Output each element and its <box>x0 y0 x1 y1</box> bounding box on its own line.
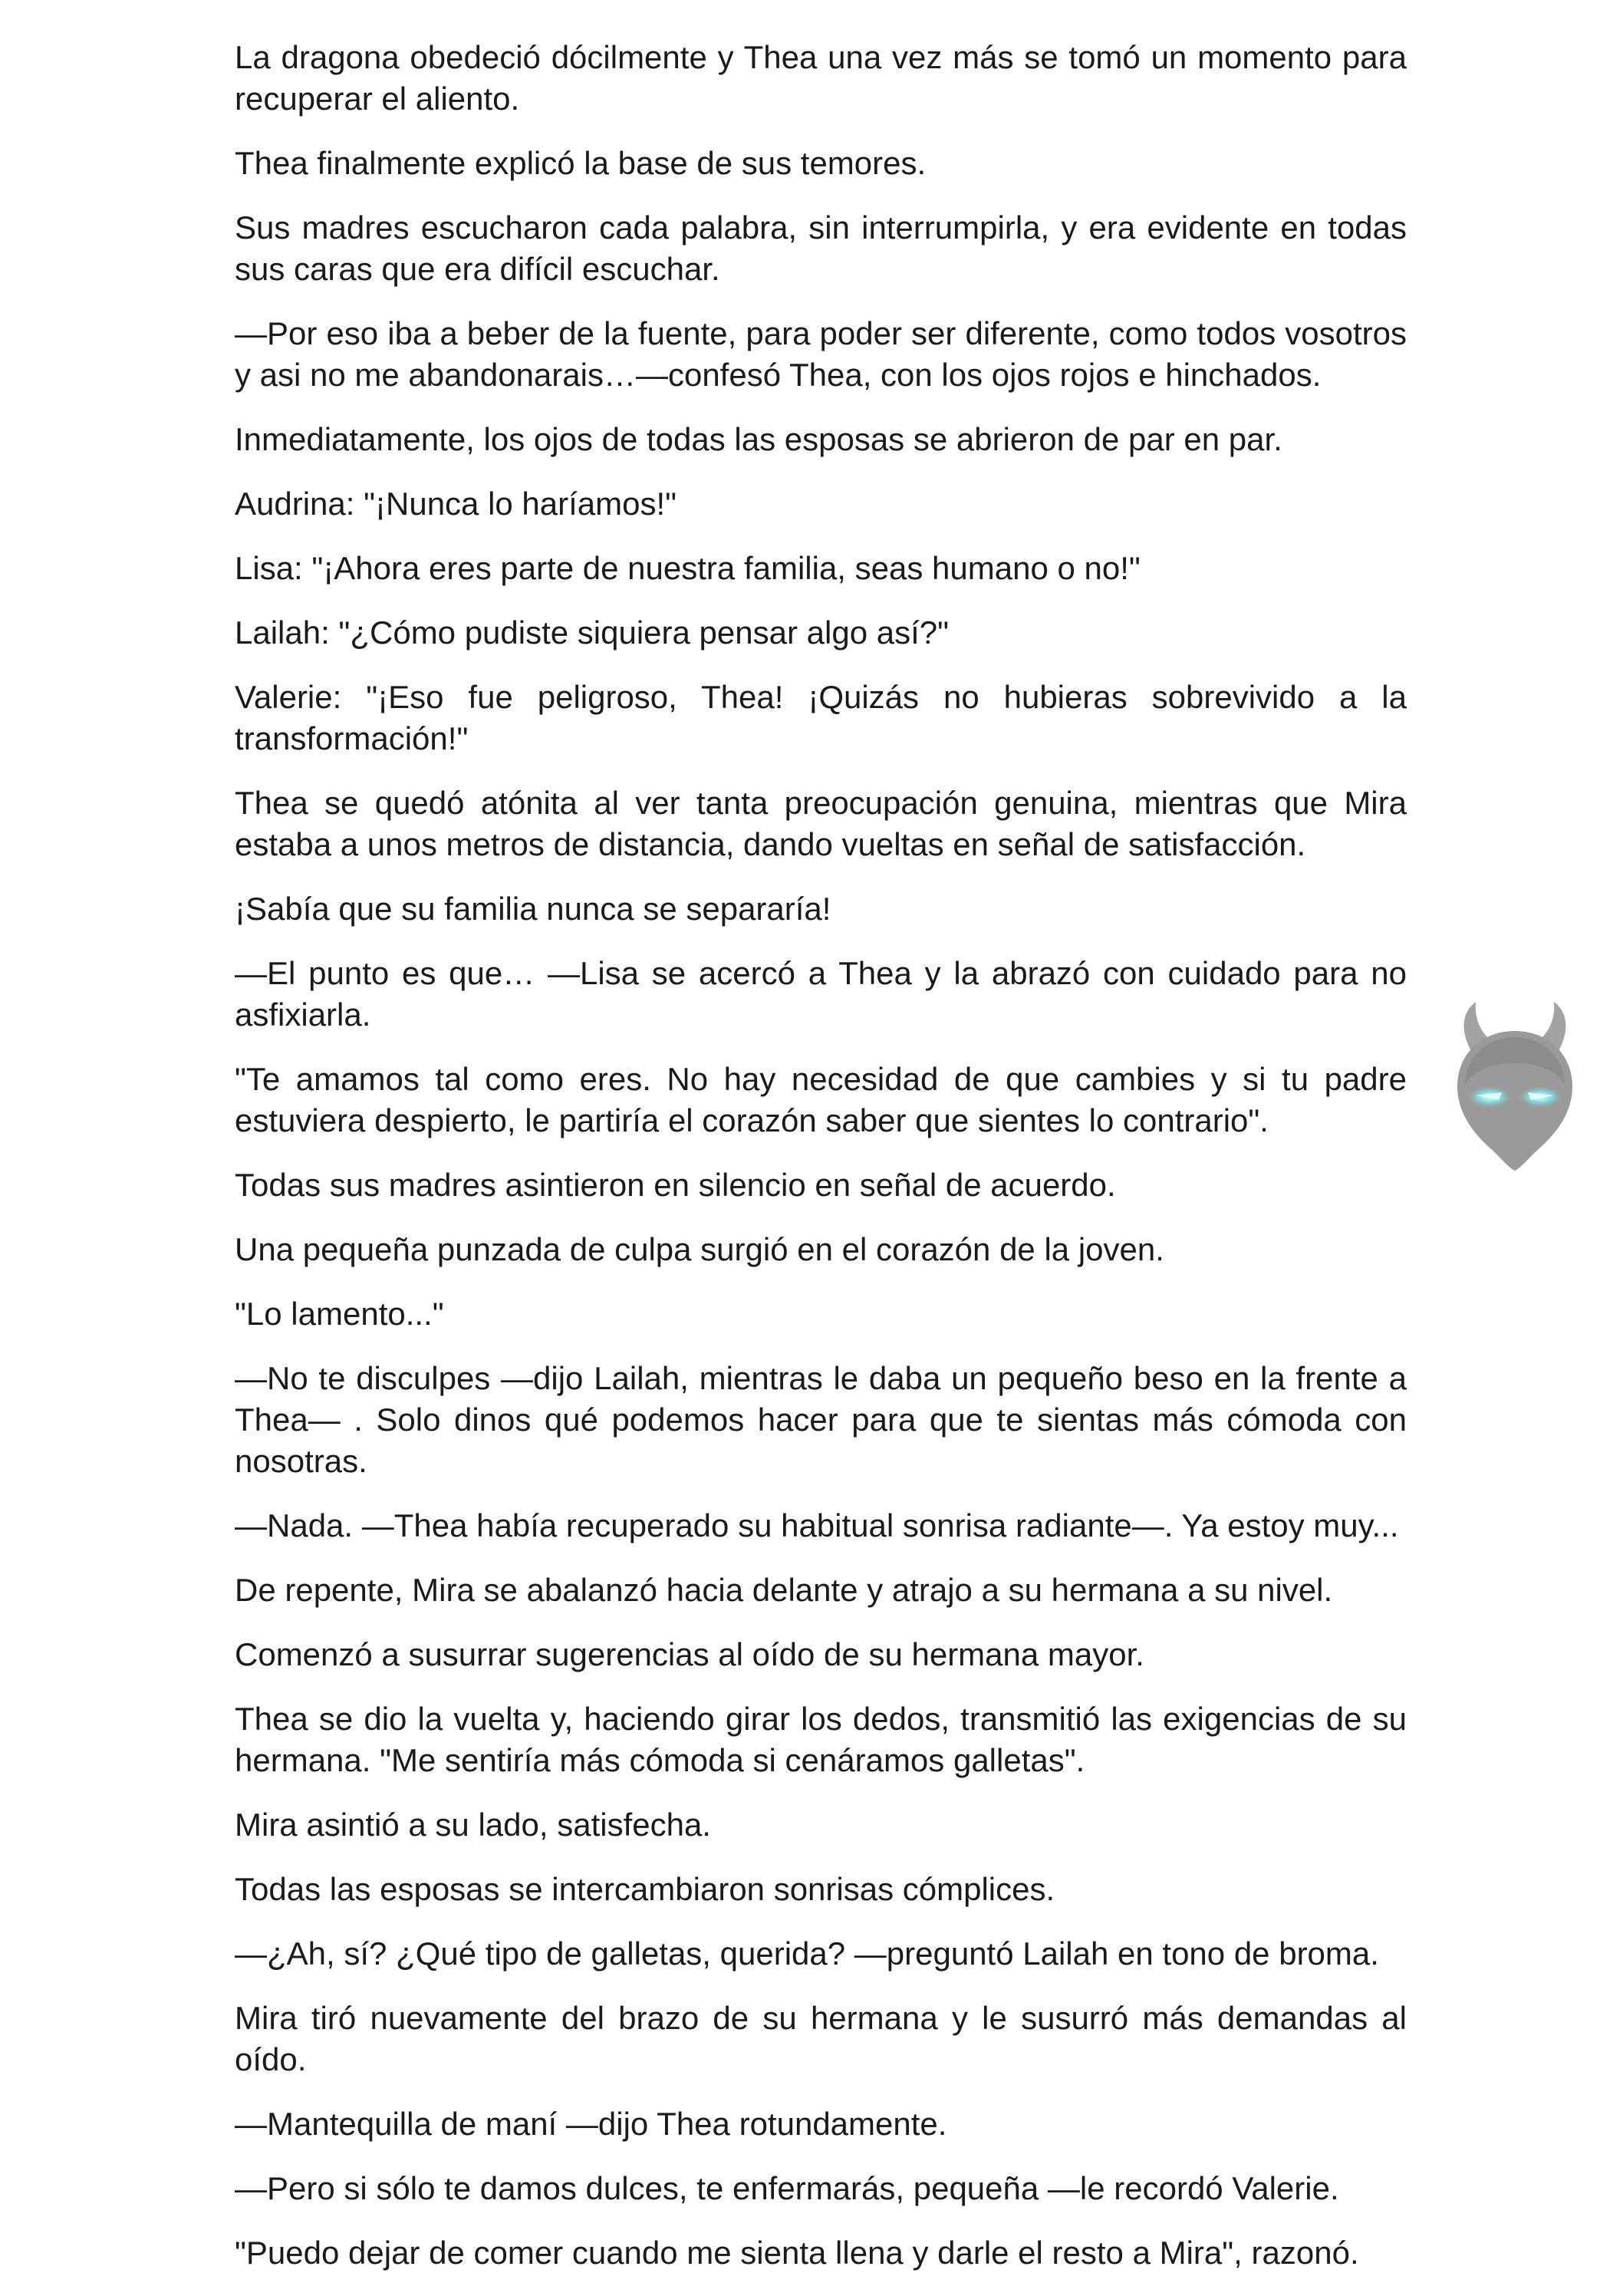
paragraph: "Puedo dejar de comer cuando me sienta llena y darle el resto a Mira", razonó. <box>235 2235 1359 2271</box>
paragraph: Sus madres escucharon cada palabra, sin interrumpirla, y era evidente en todas sus caras que era difícil escuchar. <box>235 209 1407 287</box>
paragraph: Lisa: "¡Ahora eres parte de nuestra familia, seas humano o no!" <box>235 550 1141 586</box>
paragraph: Audrina: "¡Nunca lo haríamos!" <box>235 486 677 522</box>
paragraph: —Pero si sólo te damos dulces, te enfermarás, pequeña —le recordó Valerie. <box>235 2170 1339 2206</box>
paragraph: Inmediatamente, los ojos de todas las esposas se abrieron de par en par. <box>235 421 1282 457</box>
paragraph: —Por eso iba a beber de la fuente, para poder ser diferente, como todos vosotros y asi no me abandonarais…—confesó Thea, con los ojos rojos e hinchados. <box>235 315 1407 393</box>
paragraph: "Te amamos tal como eres. No hay necesidad de que cambies y si tu padre estuviera despierto, le partiría el corazón saber que sientes lo contrario". <box>235 1061 1407 1138</box>
paragraph: Todas sus madres asintieron en silencio en señal de acuerdo. <box>235 1167 1116 1203</box>
paragraph: —Mantequilla de maní —dijo Thea rotundamente. <box>235 2106 947 2142</box>
paragraph: Thea se dio la vuelta y, haciendo girar los dedos, transmitió las exigencias de su hermana. "Me sentiría más cómoda si cenáramos galletas". <box>235 1701 1407 1778</box>
paragraph: Lailah: "¿Cómo pudiste siquiera pensar algo así?" <box>235 614 950 651</box>
paragraph: Thea finalmente explicó la base de sus temores. <box>235 145 927 181</box>
paragraph: Mira asintió a su lado, satisfecha. <box>235 1807 711 1843</box>
paragraph: Comenzó a susurrar sugerencias al oído de su hermana mayor. <box>235 1636 1144 1672</box>
paragraph: Thea se quedó atónita al ver tanta preocupación genuina, mientras que Mira estaba a unos metros de distancia, dando vueltas en señal de satisfacción. <box>235 785 1407 862</box>
horned-demon-head-icon <box>1442 997 1588 1174</box>
paragraph: —¿Ah, sí? ¿Qué tipo de galletas, querida? —preguntó Lailah en tono de broma. <box>235 1935 1379 1972</box>
paragraph: ¡Sabía que su familia nunca se separaría! <box>235 891 831 927</box>
text-column <box>235 37 1407 2274</box>
paragraph: "Lo lamento..." <box>235 1296 444 1332</box>
paragraph: —El punto es que… —Lisa se acercó a Thea y la abrazó con cuidado para no asfixiarla. <box>235 955 1407 1033</box>
paragraph: De repente, Mira se abalanzó hacia delante y atrajo a su hermana a su nivel. <box>235 1572 1333 1608</box>
paragraph: Mira tiró nuevamente del brazo de su hermana y le susurró más demandas al oído. <box>235 2000 1407 2077</box>
paragraph: Valerie: "¡Eso fue peligroso, Thea! ¡Quizás no hubieras sobrevivido a la transformación!" <box>235 679 1407 756</box>
paragraph: Todas las esposas se intercambiaron sonrisas cómplices. <box>235 1871 1055 1907</box>
paragraph: —Nada. —Thea había recuperado su habitual sonrisa radiante—. Ya estoy muy... <box>235 1507 1399 1543</box>
paragraph: —No te disculpes —dijo Lailah, mientras le daba un pequeño beso en la frente a Thea— . Solo dinos qué podemos hacer para que te sientas más cómoda con nosotras. <box>235 1360 1407 1479</box>
paragraph: Una pequeña punzada de culpa surgió en el corazón de la joven. <box>235 1231 1164 1267</box>
paragraph: La dragona obedeció dócilmente y Thea una vez más se tomó un momento para recuperar el aliento. <box>235 39 1407 117</box>
